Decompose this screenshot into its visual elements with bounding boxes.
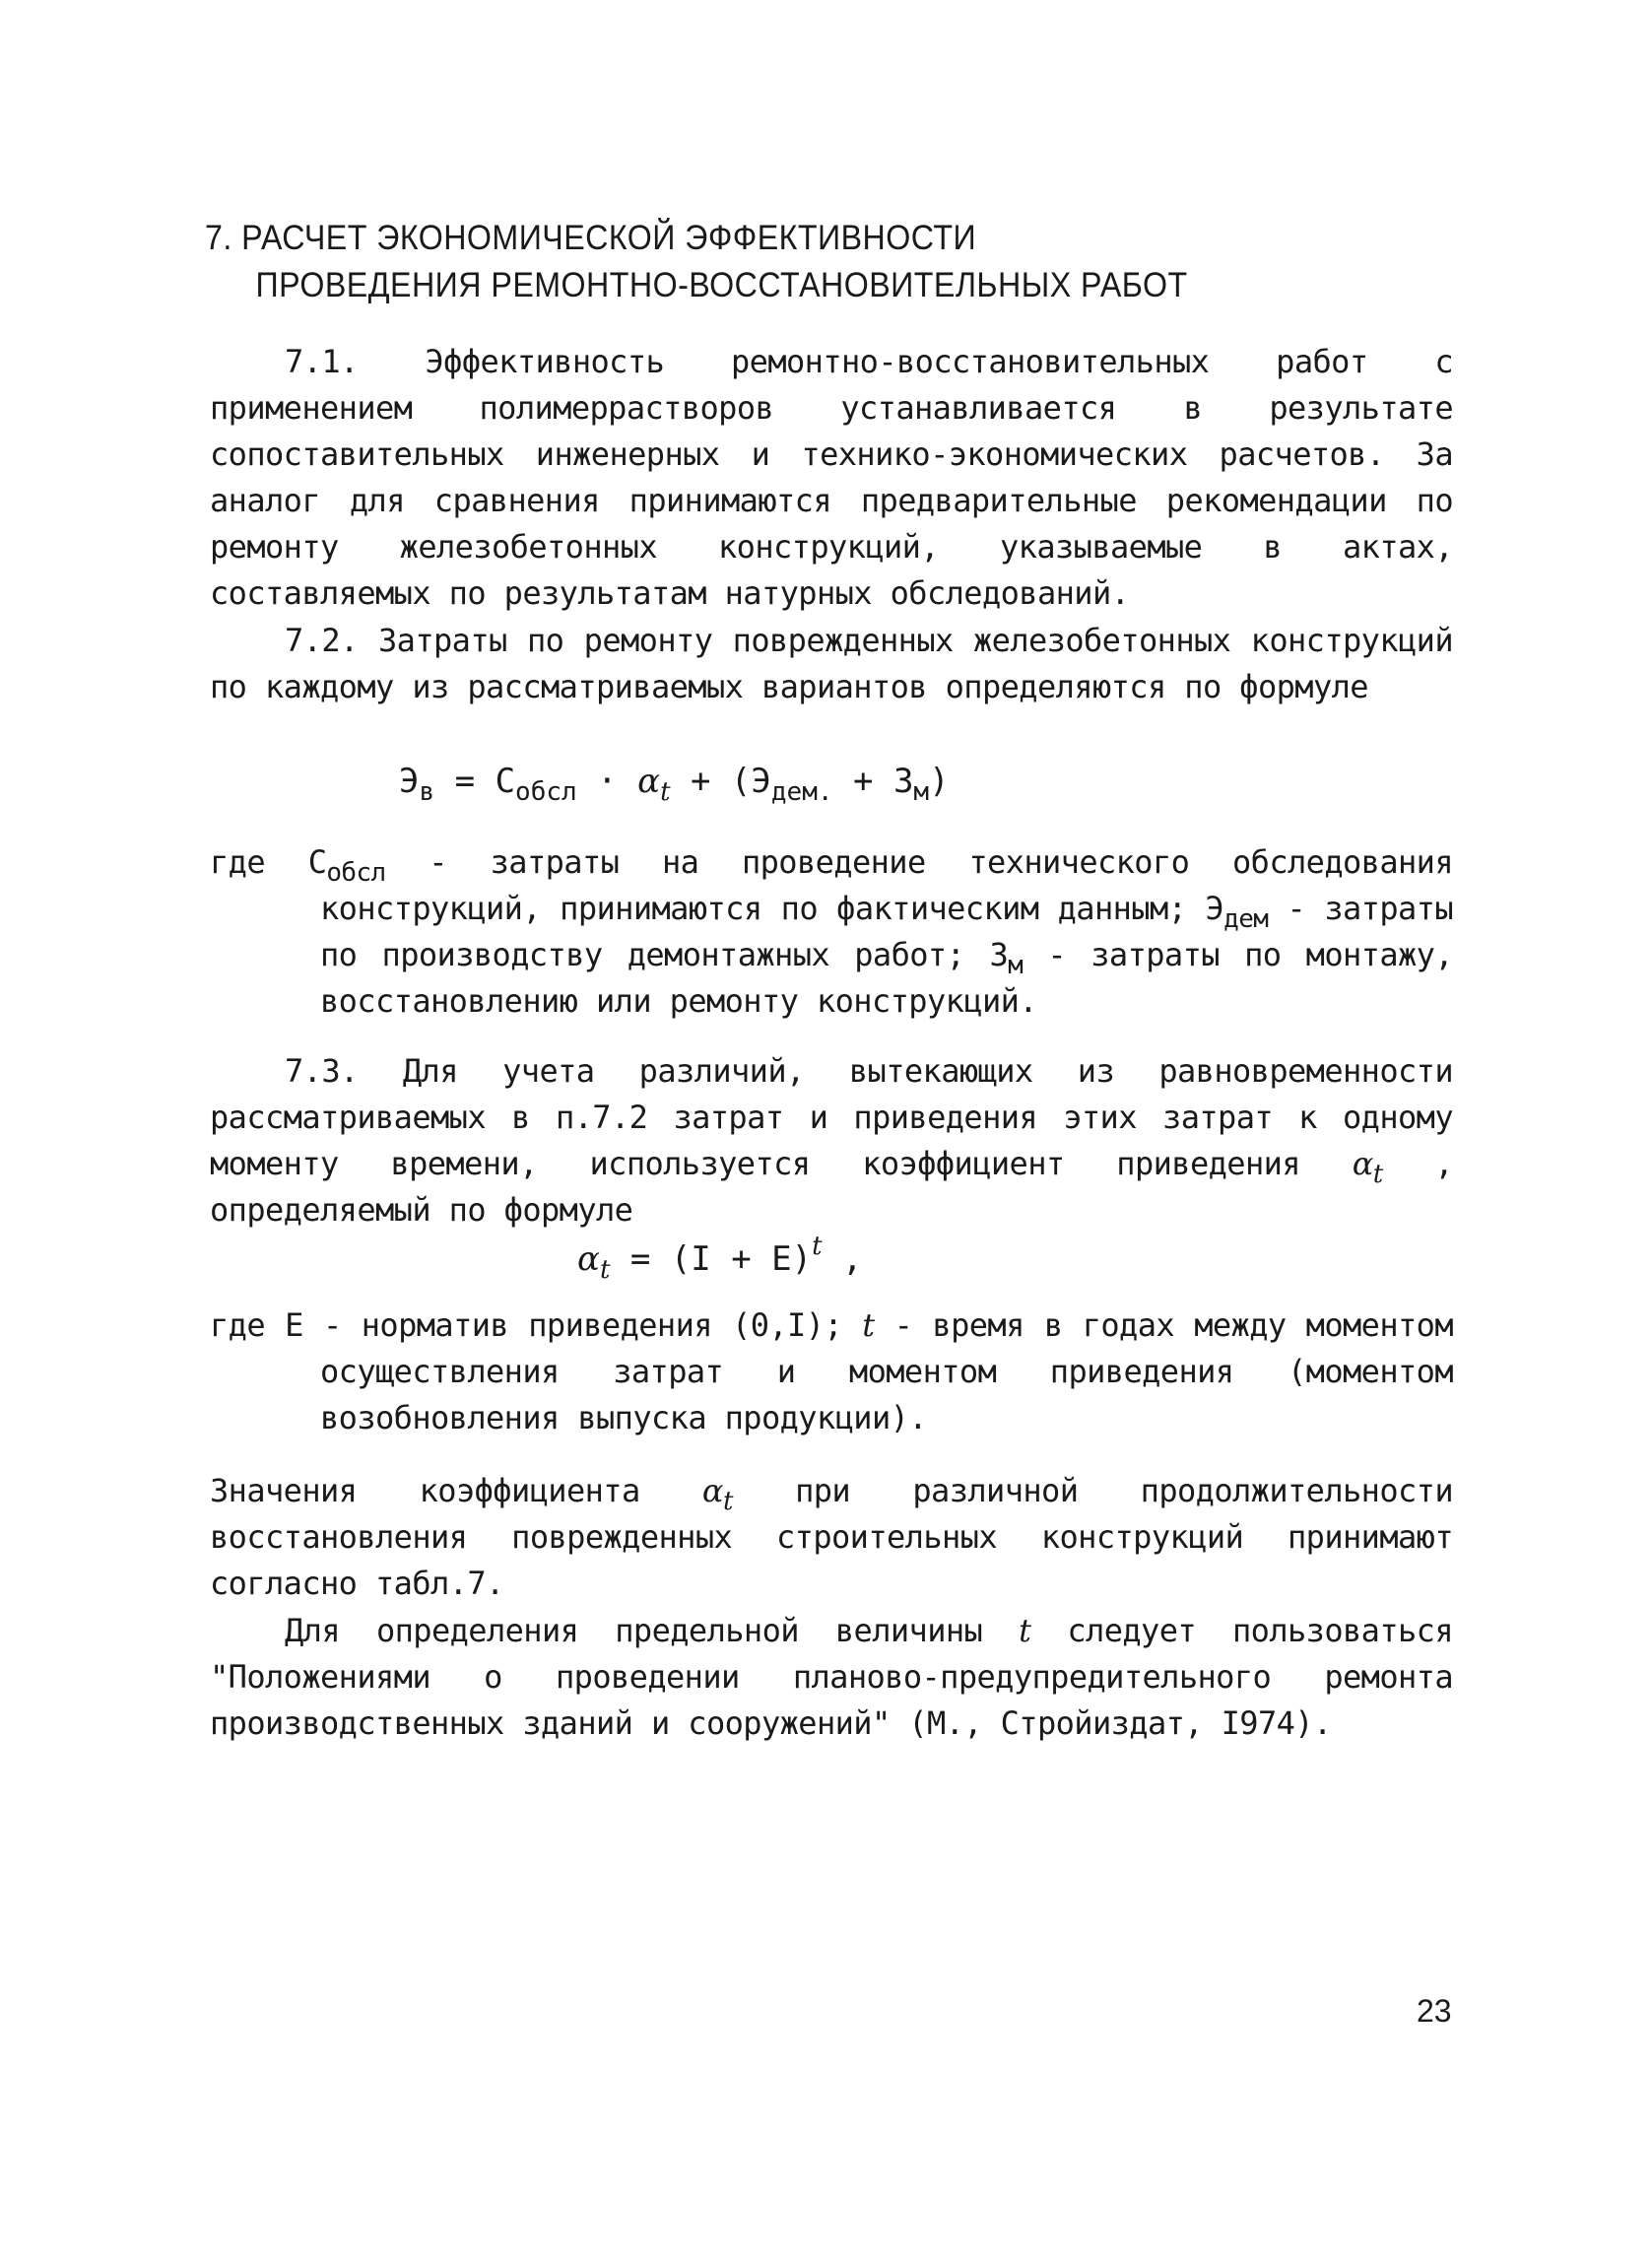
where-explanation-1: где $С_{обсл}$ - затраты на проведение технического обследования конструкций, принимаются по фактическим данным; $Э_{дем}$ - затраты по производству демонтажных работ; $З_м$ - затраты по монтажу, восстановлению или ремонту конструкций.: [210, 843, 1453, 1020]
heading-line-1: 7. РАСЧЕТ ЭКОНОМИЧЕСКОЙ ЭФФЕКТИВНОСТИ: [205, 219, 977, 257]
heading-line-2: ПРОВЕДЕНИЯ РЕМОНТНО-ВОССТАНОВИТЕЛЬНЫХ РАБОТ: [255, 266, 1188, 304]
paragraph-7-3-block: [210, 1048, 1453, 1234]
where-explanation-2: где E - норматив приведения (0,I); t - время в годах между моментом осуществления затрат и моментом приведения (моментом возобновления выпуска продукции).: [210, 1306, 1453, 1436]
paragraph-7-2: 7.2. Затраты по ремонту поврежденных железобетонных конструкций по каждому из рассматриваемых вариантов определяются по формуле: [210, 622, 1453, 705]
where-block-1: [210, 839, 1453, 1025]
formula-cost: $Э_в = С_{обсл} \cdot \alpha_t + (Э_{дем.} + З_м)$: [399, 762, 950, 807]
formula-coefficient: $\alpha_t = (I + E)^t$ ,: [577, 1232, 863, 1285]
paragraph-7-2-block: [210, 618, 1453, 710]
paragraph-7-3: 7.3. Для учета различий, вытекающих из равновременности рассматриваемых в п.7.2 затрат и приведения этих затрат к одному моменту времени, используется коэффициент приведения $\alpha_t$ , определяемый по формуле: [210, 1052, 1453, 1229]
paragraph-7-1-block: [210, 339, 1453, 617]
paragraph-limit-block: [210, 1608, 1453, 1747]
paragraph-limit: Для определения предельной величины t следует пользоваться "Положениями о проведении планово-предупредительного ремонта производственных зданий и сооружений" (М., Стройиздат, I974).: [210, 1612, 1453, 1742]
paragraph-values: Значения коэффициента $\alpha_t$ при различной продолжительности восстановления поврежденных строительных конструкций принимают согласно табл.7.: [210, 1472, 1453, 1602]
page-number: 23: [1417, 1993, 1452, 2029]
paragraph-7-1: 7.1. Эффективность ремонтно-восстановительных работ с применением полимеррастворов устанавливается в результате сопоставительных инженерных и технико-экономических расчетов. За аналог для сравнения принимаются предварительные рекомендации по ремонту железобетонных конструкций, указываемые в актах, составляемых по результатам натурных обследований.: [210, 343, 1453, 612]
paragraph-values-block: [210, 1468, 1453, 1607]
where-block-2: [210, 1302, 1453, 1441]
section-heading: [205, 215, 1188, 309]
